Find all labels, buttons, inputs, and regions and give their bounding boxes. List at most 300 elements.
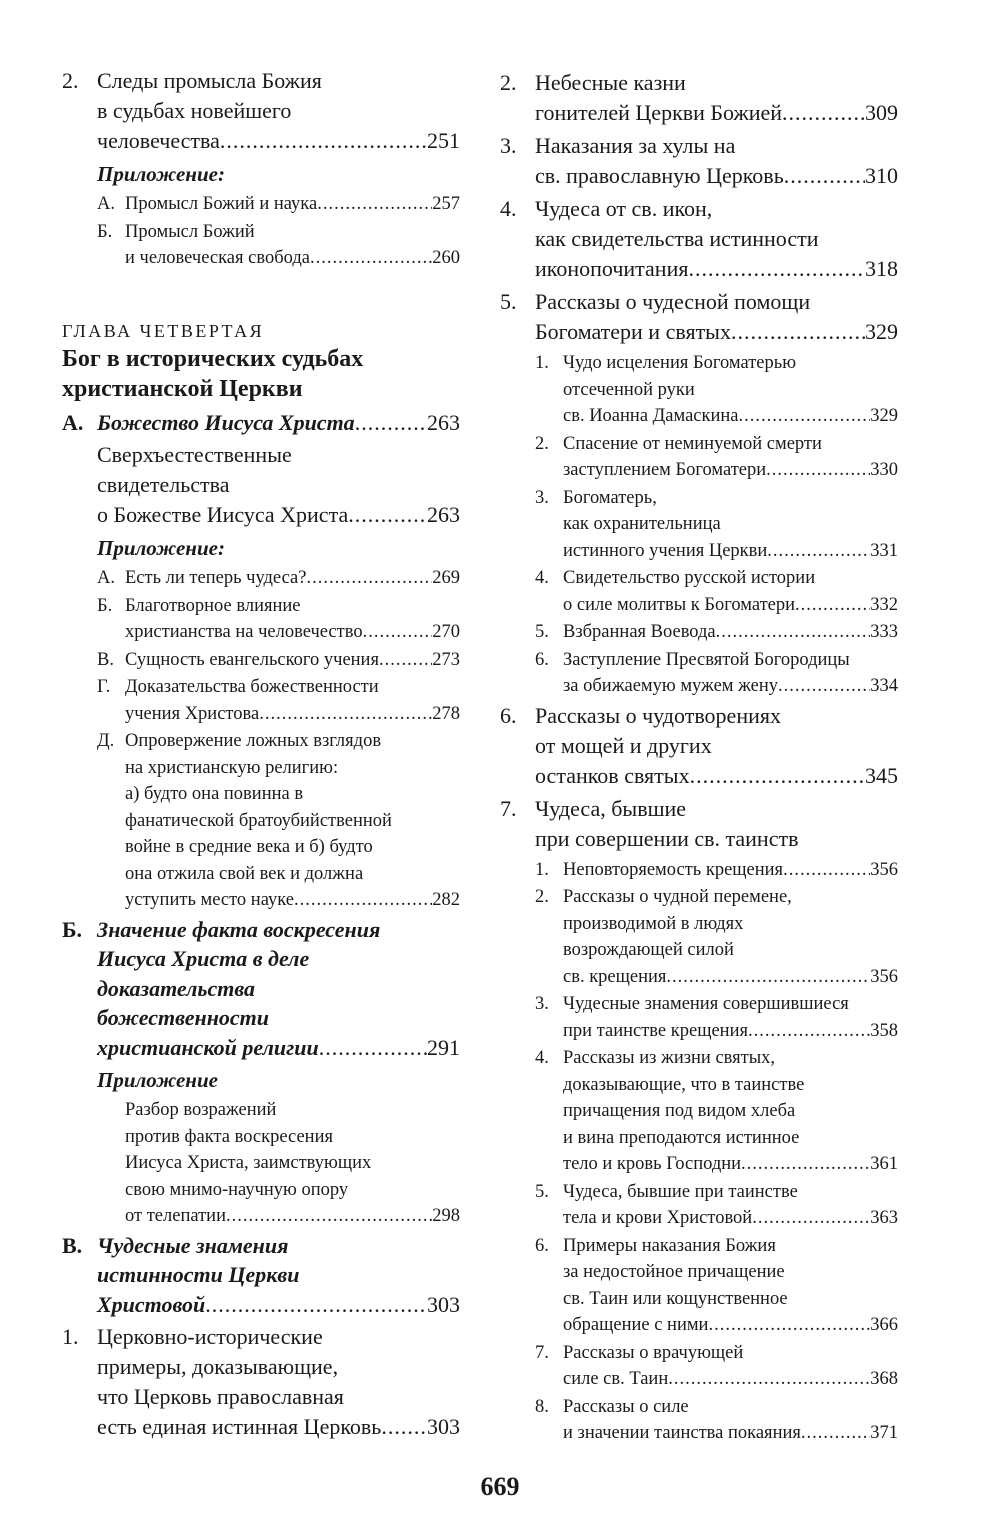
toc-sub: [498, 1179, 898, 1232]
entry-line: [563, 1098, 898, 1125]
entry-number: Б.: [97, 595, 113, 616]
entry-line: [563, 457, 898, 484]
entry-line: [97, 1352, 460, 1382]
entry-title-text: от мощей и других: [535, 732, 712, 758]
entry-line: [125, 1203, 460, 1230]
entry-line: [563, 1151, 898, 1178]
page-reference: 310: [865, 163, 898, 188]
entry-title-text: Опровержение ложных взглядов: [125, 731, 382, 751]
page-reference: 329: [865, 319, 898, 344]
entry-title-text: Богоматерь,: [563, 487, 657, 508]
entry-title-text: Рассказы о чудной перемене,: [563, 887, 792, 907]
entry-title-text: Чудеса, бывшие: [535, 795, 687, 821]
dot-leader: [716, 619, 871, 646]
entry-number: А.: [97, 568, 115, 588]
toc-item: [498, 794, 898, 854]
entry-title-text: Христовой: [97, 1291, 206, 1317]
entry-number: 3.: [535, 487, 549, 508]
entry-title-text: Сверхъестественные: [97, 442, 292, 467]
entry-line: [62, 374, 460, 404]
entry-line: [563, 565, 898, 592]
dot-leader: [766, 457, 870, 484]
entry-number: Б.: [62, 916, 83, 942]
chapter-label-text: ГЛАВА ЧЕТВЕРТАЯ: [62, 320, 265, 341]
entry-line: [535, 131, 898, 161]
entry-title-text: божественности: [97, 1005, 270, 1030]
dot-leader: [708, 1312, 870, 1339]
entry-number: 6.: [535, 649, 549, 670]
dot-leader: [741, 1151, 870, 1178]
entry-line: [535, 794, 898, 824]
entry-line: [125, 861, 460, 888]
dot-leader: [294, 887, 432, 914]
entry-number: Б.: [97, 221, 113, 242]
dot-leader: [381, 1412, 427, 1442]
entry-line: [97, 1412, 460, 1442]
entry-number: 4.: [500, 196, 517, 221]
entry-line: [563, 592, 898, 619]
page-reference: 251: [427, 128, 460, 153]
entry-title-text: св. православную Церковь: [535, 163, 784, 188]
page-reference: 366: [870, 1315, 898, 1335]
entry-title-text: за недостойное причащение: [563, 1262, 785, 1282]
toc-sub: [498, 1233, 898, 1339]
entry-title-text: она отжила свой век и должна: [125, 863, 364, 884]
page-reference: 263: [427, 502, 460, 527]
entry-line: [125, 647, 460, 674]
entry-line: [563, 911, 898, 938]
entry-title-text: Наказания за хулы на: [535, 133, 736, 158]
entry-line: [563, 1125, 898, 1152]
entry-line: [563, 1312, 898, 1339]
toc-sub: [60, 1097, 460, 1230]
toc-section: [60, 408, 460, 438]
toc-section: [60, 915, 460, 1063]
entry-number: 4.: [535, 1048, 549, 1068]
entry-line: [535, 701, 898, 731]
entry-line: [563, 1366, 898, 1393]
dot-leader: [668, 1366, 870, 1393]
entry-title-text: и значении таинства покаяния: [563, 1423, 801, 1443]
page-reference: 278: [432, 703, 460, 724]
toc-item: [498, 701, 898, 791]
entry-number: 3.: [500, 133, 517, 158]
entry-title-text: Сущность евангельского учения: [125, 649, 379, 670]
dot-leader: [310, 245, 432, 272]
entry-title-text: в судьбах новейшего: [97, 98, 292, 123]
entry-line: [535, 161, 898, 191]
dot-leader: [739, 403, 871, 430]
toc-left-column: [60, 66, 460, 1445]
entry-title-text: Промысл Божий и наука: [125, 194, 318, 214]
entry-title-text: Чудеса от св. икон,: [535, 196, 713, 221]
dot-leader: [220, 126, 427, 156]
page-reference: 291: [427, 1034, 460, 1060]
entry-number: 2.: [500, 70, 517, 95]
entry-line: [563, 1233, 898, 1260]
entry-line: [563, 1072, 898, 1099]
entry-title-text: доказательства: [97, 975, 256, 1001]
entry-title-text: христианской Церкви: [62, 375, 303, 402]
entry-number: 8.: [535, 1396, 549, 1417]
dot-leader: [205, 1290, 427, 1320]
entry-title-text: производимой в людях: [563, 913, 744, 934]
entry-line: [125, 701, 460, 728]
entry-title-text: заступлением Богоматери: [563, 460, 767, 480]
entry-title-text: войне в средние века и б) будто: [125, 837, 373, 857]
entry-line: [125, 619, 460, 646]
page-reference: 368: [870, 1369, 898, 1389]
entry-line: [125, 565, 460, 592]
page-reference: 358: [870, 1020, 898, 1041]
entry-line: [535, 317, 898, 347]
entry-title-text: при совершении св. таинств: [535, 825, 799, 851]
dot-leader: [748, 1018, 870, 1045]
dot-leader: [778, 673, 870, 700]
entry-line: [535, 98, 898, 128]
toc-sub: [498, 350, 898, 430]
entry-title-text: примеры, доказывающие,: [97, 1354, 339, 1379]
entry-line: [125, 593, 460, 620]
dot-leader: [795, 592, 870, 619]
toc-sub: [60, 565, 460, 592]
entry-line: [97, 66, 460, 96]
entry-number: 5.: [535, 1181, 549, 1202]
entry-line: [535, 224, 898, 254]
entry-line: [563, 1340, 898, 1367]
dot-leader: [690, 761, 865, 791]
page-reference: 282: [432, 890, 460, 910]
toc-appendix: [60, 159, 460, 189]
entry-line: [97, 915, 460, 945]
entry-title-text: доказывающие, что в таинстве: [563, 1074, 805, 1095]
entry-title-text: истинности Церкви: [97, 1262, 300, 1287]
dot-leader: [782, 98, 865, 128]
dot-leader: [306, 565, 432, 592]
toc-sub: [498, 1045, 898, 1178]
entry-line: [97, 1290, 460, 1320]
entry-title-text: Спасение от неминуемой смерти: [563, 433, 822, 454]
entry-line: [563, 1205, 898, 1232]
toc-sub: [498, 991, 898, 1044]
entry-number: В.: [62, 1232, 83, 1258]
entry-line: [97, 440, 460, 470]
toc-sub: [498, 565, 898, 618]
entry-line: [125, 728, 460, 755]
entry-title-text: что Церковь православная: [97, 1384, 344, 1409]
page-number: 669: [480, 1472, 520, 1501]
entry-number: 1.: [535, 859, 549, 880]
entry-title-text: Примеры наказания Божия: [563, 1235, 776, 1256]
entry-number: 2.: [535, 887, 549, 907]
appendix-text: Приложение: [97, 1068, 218, 1092]
page-reference: 330: [870, 460, 898, 480]
entry-line: [535, 824, 898, 854]
entry-title-text: Чудо исцеления Богоматерью: [563, 353, 797, 373]
entry-title-text: Небесные казни: [535, 70, 686, 95]
entry-title-text: Следы промысла Божия: [97, 68, 322, 93]
toc-chapter-label: [60, 318, 460, 344]
entry-title-text: Чудеса, бывшие при таинстве: [563, 1181, 798, 1202]
entry-line: [563, 857, 898, 884]
entry-title-text: о силе молитвы к Богоматери: [563, 594, 796, 615]
dot-leader: [783, 857, 870, 884]
entry-number: 5.: [500, 289, 517, 314]
entry-line: [563, 1018, 898, 1045]
toc-sub: [498, 1394, 898, 1447]
entry-title-text: Разбор возражений: [125, 1100, 277, 1120]
entry-line: [563, 619, 898, 646]
entry-number: 6.: [500, 702, 517, 728]
entry-line: [125, 219, 460, 246]
entry-title-text: Иисуса Христа в деле: [97, 946, 310, 971]
entry-line: [125, 781, 460, 808]
entry-line: [563, 403, 898, 430]
dot-leader: [666, 964, 870, 991]
page-reference: 270: [432, 622, 460, 642]
entry-number: А.: [62, 409, 84, 435]
entry-title-text: Церковно-исторические: [97, 1324, 323, 1349]
page-reference: 269: [432, 568, 460, 588]
toc-item: [60, 1322, 460, 1442]
toc-item: [498, 287, 898, 347]
entry-title-text: христианской религии: [97, 1034, 319, 1060]
entry-title-text: как свидетельства истинности: [535, 226, 819, 251]
toc-right-column: [498, 68, 898, 1448]
entry-title-text: Заступление Пресвятой Богородицы: [563, 649, 850, 670]
entry-title-text: Иисуса Христа, заимствующих: [125, 1153, 372, 1173]
entry-number: 1.: [535, 353, 549, 373]
entry-title-text: Рассказы о чудотворениях: [535, 702, 781, 728]
entry-line: [97, 408, 460, 438]
entry-title-text: Взбранная Воевода: [563, 622, 716, 642]
dot-leader: [379, 647, 432, 674]
entry-line: [125, 1124, 460, 1151]
toc-item: [498, 68, 898, 128]
toc-sub: [498, 485, 898, 565]
entry-line: [97, 1382, 460, 1412]
entry-line: [125, 808, 460, 835]
entry-title-text: против факта воскресения: [125, 1126, 333, 1147]
entry-line: [125, 191, 460, 218]
entry-title-text: Божество Иисуса Христа: [97, 409, 355, 435]
entry-line: [535, 761, 898, 791]
entry-title-text: Неповторяемость крещения: [563, 859, 784, 880]
toc-sub: [60, 593, 460, 646]
page-reference: 263: [427, 409, 460, 435]
entry-title-text: Благотворное влияние: [125, 595, 301, 616]
entry-title-text: иконопочитания: [535, 256, 689, 281]
entry-title-text: отсеченной руки: [563, 379, 695, 400]
entry-number: Г.: [97, 677, 111, 697]
entry-title-text: возрождающей силой: [563, 940, 734, 960]
toc-sub: [498, 619, 898, 646]
entry-title-text: Есть ли теперь чудеса?: [125, 568, 307, 588]
dot-leader: [259, 701, 432, 728]
entry-title-text: от телепатии: [125, 1206, 226, 1226]
entry-line: [97, 1260, 460, 1290]
entry-line: [125, 245, 460, 272]
entry-title-text: Значение факта воскресения: [97, 916, 381, 942]
toc-sub: [60, 219, 460, 272]
entry-title-text: Свидетельство русской истории: [563, 568, 816, 588]
entry-line: [563, 511, 898, 538]
toc-sub: [60, 728, 460, 914]
entry-number: 7.: [535, 1342, 549, 1363]
entry-title-text: о Божестве Иисуса Христа: [97, 502, 349, 527]
dot-leader: [226, 1203, 432, 1230]
dot-leader: [801, 1420, 870, 1447]
toc-sub: [60, 674, 460, 727]
entry-line: [125, 1177, 460, 1204]
entry-line: [563, 538, 898, 565]
page-reference: 329: [870, 406, 898, 426]
page-reference: 345: [865, 762, 898, 788]
dot-leader: [731, 317, 865, 347]
entry-title-text: уступить место науке: [125, 890, 294, 910]
entry-title-text: гонителей Церкви Божией: [535, 100, 783, 125]
page-reference: 333: [870, 622, 898, 642]
entry-title-text: св. крещения: [563, 966, 667, 987]
page-reference: 334: [870, 676, 898, 696]
entry-line: [563, 1259, 898, 1286]
entry-line: [535, 254, 898, 284]
entry-title-text: свидетельства: [97, 472, 230, 497]
entry-number: 5.: [535, 622, 549, 642]
entry-title-text: фанатической братоубийственной: [125, 810, 392, 831]
page-reference: 303: [427, 1414, 460, 1439]
entry-line: [97, 96, 460, 126]
entry-title-text: Доказательства божественности: [125, 677, 379, 697]
toc-chapter-title: [60, 344, 460, 404]
entry-title-text: Рассказы из жизни святых,: [563, 1048, 776, 1068]
page-reference: 356: [870, 859, 898, 880]
entry-number: 2.: [62, 68, 79, 93]
entry-line: [97, 1322, 460, 1352]
page-reference: 356: [870, 966, 898, 987]
entry-title-text: останков святых: [535, 762, 690, 788]
entry-title-text: св. Таин или кощунственное: [563, 1288, 788, 1309]
toc-sub: [498, 857, 898, 884]
entry-line: [563, 1420, 898, 1447]
entry-title-text: при таинстве крещения: [563, 1020, 748, 1041]
entry-line: [535, 68, 898, 98]
toc-sub: [498, 647, 898, 700]
entry-title-text: на христианскую религию:: [125, 757, 339, 778]
page-reference: 363: [870, 1208, 898, 1228]
toc-sub: [498, 1340, 898, 1393]
entry-title-text: Чудесные знамения совершившиеся: [563, 994, 849, 1014]
entry-line: [97, 974, 460, 1004]
toc-sub: [60, 647, 460, 674]
toc-item: [60, 66, 460, 156]
entry-line: [62, 344, 460, 374]
entry-line: [125, 887, 460, 914]
entry-line: [535, 194, 898, 224]
entry-title-text: учения Христова: [125, 703, 260, 724]
entry-title-text: истинного учения Церкви: [563, 540, 768, 561]
entry-line: [125, 674, 460, 701]
dot-leader: [752, 1205, 870, 1232]
entry-title-text: Рассказы о чудесной помощи: [535, 289, 811, 314]
entry-line: [563, 1286, 898, 1313]
entry-line: [535, 287, 898, 317]
dot-leader: [688, 254, 865, 284]
entry-line: [97, 1003, 460, 1033]
entry-line: [125, 1097, 460, 1124]
entry-title-text: Промысл Божий: [125, 221, 255, 242]
page-reference: 303: [427, 1291, 460, 1317]
entry-title-text: и вина преподаются истинное: [563, 1127, 800, 1148]
entry-line: [563, 964, 898, 991]
entry-title-text: силе св. Таин: [563, 1369, 669, 1389]
entry-title-text: тело и кровь Господни: [563, 1154, 742, 1174]
entry-line: [563, 937, 898, 964]
toc-sub: [498, 431, 898, 484]
page-reference: 273: [432, 649, 460, 670]
dot-leader: [355, 408, 427, 438]
entry-title-text: Рассказы о врачующей: [563, 1342, 744, 1363]
toc-sub: [60, 191, 460, 218]
entry-line: [125, 755, 460, 782]
page-reference: 298: [432, 1206, 460, 1226]
entry-title-text: а) будто она повинна в: [125, 784, 304, 804]
entry-title-text: причащения под видом хлеба: [563, 1101, 796, 1121]
entry-line: [563, 431, 898, 458]
entry-number: 7.: [500, 795, 517, 821]
entry-line: [97, 470, 460, 500]
dot-leader: [317, 191, 432, 218]
page-reference: 309: [865, 100, 898, 125]
entry-line: [563, 1179, 898, 1206]
dot-leader: [767, 538, 870, 565]
entry-line: [563, 1045, 898, 1072]
toc-appendix: [60, 1065, 460, 1095]
entry-line: [97, 1231, 460, 1261]
page-reference: 260: [432, 248, 460, 268]
entry-number: 2.: [535, 433, 549, 454]
entry-line: [97, 500, 460, 530]
toc-item: [498, 194, 898, 284]
toc-appendix: [60, 533, 460, 563]
entry-number: А.: [97, 194, 115, 214]
entry-line: [535, 731, 898, 761]
toc-sub: [498, 884, 898, 990]
entry-number: В.: [97, 649, 114, 670]
entry-line: [97, 126, 460, 156]
toc-item: [498, 131, 898, 191]
entry-title-text: есть единая истинная Церковь: [97, 1414, 382, 1439]
page-reference: 257: [432, 194, 460, 214]
entry-line: [97, 944, 460, 974]
toc-item: [60, 440, 460, 530]
entry-line: [563, 884, 898, 911]
entry-title-text: Рассказы о силе: [563, 1396, 689, 1417]
entry-line: [125, 834, 460, 861]
page-reference: 331: [870, 540, 898, 561]
entry-number: 1.: [62, 1324, 79, 1349]
entry-title-text: христианства на человечество: [125, 622, 363, 642]
entry-title-text: Богоматери и святых: [535, 319, 731, 344]
dot-leader: [348, 500, 427, 530]
page-reference: 318: [865, 256, 898, 281]
entry-line: [563, 647, 898, 674]
entry-line: [563, 991, 898, 1018]
entry-number: Д.: [97, 731, 115, 751]
entry-number: 4.: [535, 568, 549, 588]
entry-line: [563, 1394, 898, 1421]
entry-title-text: человечества: [97, 128, 220, 153]
